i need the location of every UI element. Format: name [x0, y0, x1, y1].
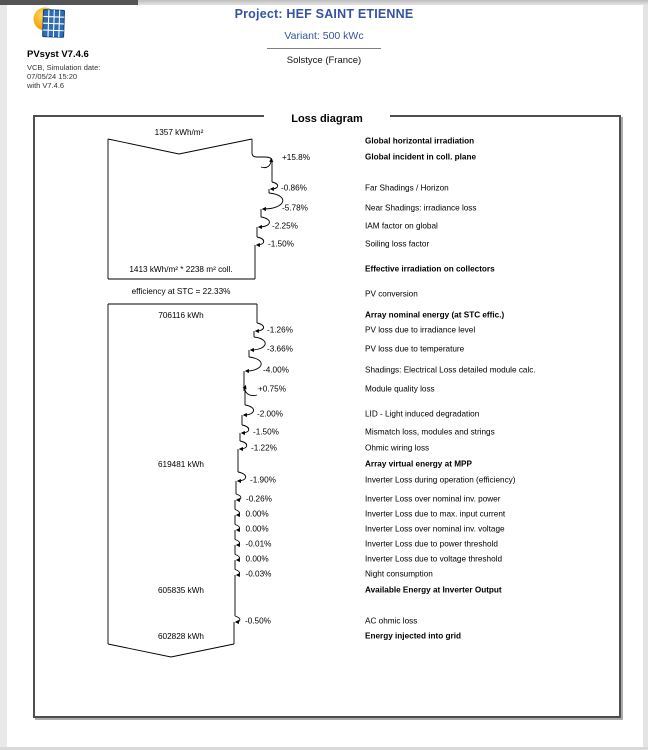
loss-pct: -2.25% — [272, 221, 298, 231]
loss-label: Inverter Loss due to power threshold — [365, 539, 498, 549]
loss-label: Shadings: Electrical Loss detailed module calc. — [365, 365, 536, 375]
flow-value: 706116 kWh — [158, 311, 204, 320]
company-name: Solstyce (France) — [286, 55, 362, 66]
loss-label: Global incident in coll. plane — [365, 152, 476, 162]
loss-label: Soiling loss factor — [365, 239, 430, 249]
section-title: Loss diagram — [35, 109, 619, 127]
loss-pct: -4.00% — [263, 365, 289, 375]
funnel-top-edge — [108, 139, 252, 154]
loss-label: Mismatch loss, modules and strings — [365, 427, 495, 437]
project-title: Project: HEF SAINT ETIENNE — [234, 7, 414, 21]
pvsyst-version: PVsyst V7.4.6 — [27, 49, 89, 60]
loss-arrow — [236, 494, 241, 500]
loss-arrow — [271, 182, 278, 189]
loss-label: PV loss due to temperature — [365, 344, 465, 354]
loss-pct: -0.26% — [246, 494, 272, 504]
loss-label: PV loss due to irradiance level — [365, 325, 476, 335]
loss-diagram-canvas — [35, 117, 615, 712]
gain-pct: +15.8% — [282, 153, 310, 162]
loss-pct: -0.86% — [281, 183, 307, 193]
loss-arrow — [235, 616, 240, 622]
loss-arrow — [235, 540, 240, 546]
gain-arrow — [245, 386, 257, 396]
loss-pct: -2.00% — [257, 409, 283, 419]
loss-arrow — [259, 217, 269, 227]
loss-pct: -1.50% — [268, 239, 294, 249]
loss-pct: -5.78% — [282, 203, 308, 213]
loss-arrow — [244, 405, 254, 415]
loss-arrow — [235, 510, 240, 516]
loss-arrow — [256, 323, 264, 331]
loss-arrow — [242, 425, 249, 433]
loss-label: Available Energy at Inverter Output — [365, 585, 502, 595]
loss-label: Array nominal energy (at STC effic.) — [365, 310, 505, 320]
loss-arrow — [251, 337, 265, 350]
loss-arrow — [246, 357, 261, 371]
meta-line-3: with V7.4.6 — [27, 81, 65, 90]
loss-label: Inverter Loss over nominal inv. voltage — [365, 524, 505, 534]
flow-value: 605835 kWh — [158, 586, 204, 595]
loss-label: Night consumption — [365, 569, 433, 579]
loss-pct: -3.66% — [267, 344, 293, 354]
loss-label: PV conversion — [365, 289, 418, 299]
loss-arrow — [235, 525, 240, 531]
meta-line-1: VCB, Simulation date: — [27, 63, 101, 72]
loss-pct: -1.50% — [253, 427, 279, 437]
loss-pct: -1.26% — [267, 325, 293, 335]
gain-step-arrow — [261, 159, 271, 168]
gain-pct: +0.75% — [258, 384, 286, 394]
loss-pct: 0.00% — [245, 554, 269, 564]
loss-label: Module quality loss — [365, 384, 435, 394]
loss-label: Inverter Loss due to voltage threshold — [365, 554, 502, 564]
flow-value: 619481 kWh — [158, 460, 204, 469]
loss-pct: -0.03% — [245, 569, 272, 579]
meta-line-2: 07/05/24 15:20 — [27, 72, 78, 81]
loss-label: IAM factor on global — [365, 221, 438, 231]
loss-arrow — [235, 570, 240, 576]
loss-label: Energy injected into grid — [365, 631, 461, 641]
page-right-margin — [643, 5, 648, 750]
loss-label: LID - Light induced degradation — [365, 409, 480, 419]
flow-value: efficiency at STC = 22.33% — [131, 287, 231, 296]
loss-label: Inverter Loss due to max. input current — [365, 509, 506, 519]
loss-arrow — [257, 237, 264, 245]
gain-step-edge — [252, 139, 272, 161]
loss-label: Inverter Loss during operation (efficiency) — [365, 475, 516, 485]
loss-label: Ohmic wiring loss — [365, 443, 430, 453]
loss-pct: -0.01% — [245, 539, 272, 549]
loss-label: Global horizontal irradiation — [365, 136, 475, 146]
loss-arrow — [238, 472, 246, 481]
funnel-bottom-edge — [108, 644, 234, 657]
loss-pct: -1.90% — [250, 475, 276, 485]
loss-label: Effective irradiation on collectors — [365, 264, 495, 274]
loss-pct: -0.50% — [245, 616, 271, 626]
variant-title: Variant: 500 kWc — [284, 30, 364, 42]
loss-pct: 0.00% — [245, 509, 269, 519]
flow-value: 602828 kWh — [158, 632, 204, 641]
loss-arrow — [235, 555, 240, 561]
loss-label: Inverter Loss over nominal inv. power — [365, 494, 501, 504]
loss-label: Near Shadings: irradiance loss — [365, 203, 477, 213]
loss-arrow — [240, 441, 247, 449]
flow-value: 1357 kWh/m² — [154, 128, 204, 137]
loss-label: AC ohmic loss — [365, 616, 418, 626]
loss-arrow — [263, 193, 283, 209]
loss-label: Array virtual energy at MPP — [365, 459, 472, 469]
flow-value: 1413 kWh/m² * 2238 m² coll. — [129, 265, 233, 274]
simulation-meta — [27, 49, 100, 90]
loss-diagram-panel — [33, 115, 621, 718]
loss-pct: 0.00% — [245, 524, 269, 534]
loss-pct: -1.22% — [251, 443, 277, 453]
loss-label: Far Shadings / Horizon — [365, 183, 449, 193]
header-divider — [267, 48, 381, 49]
